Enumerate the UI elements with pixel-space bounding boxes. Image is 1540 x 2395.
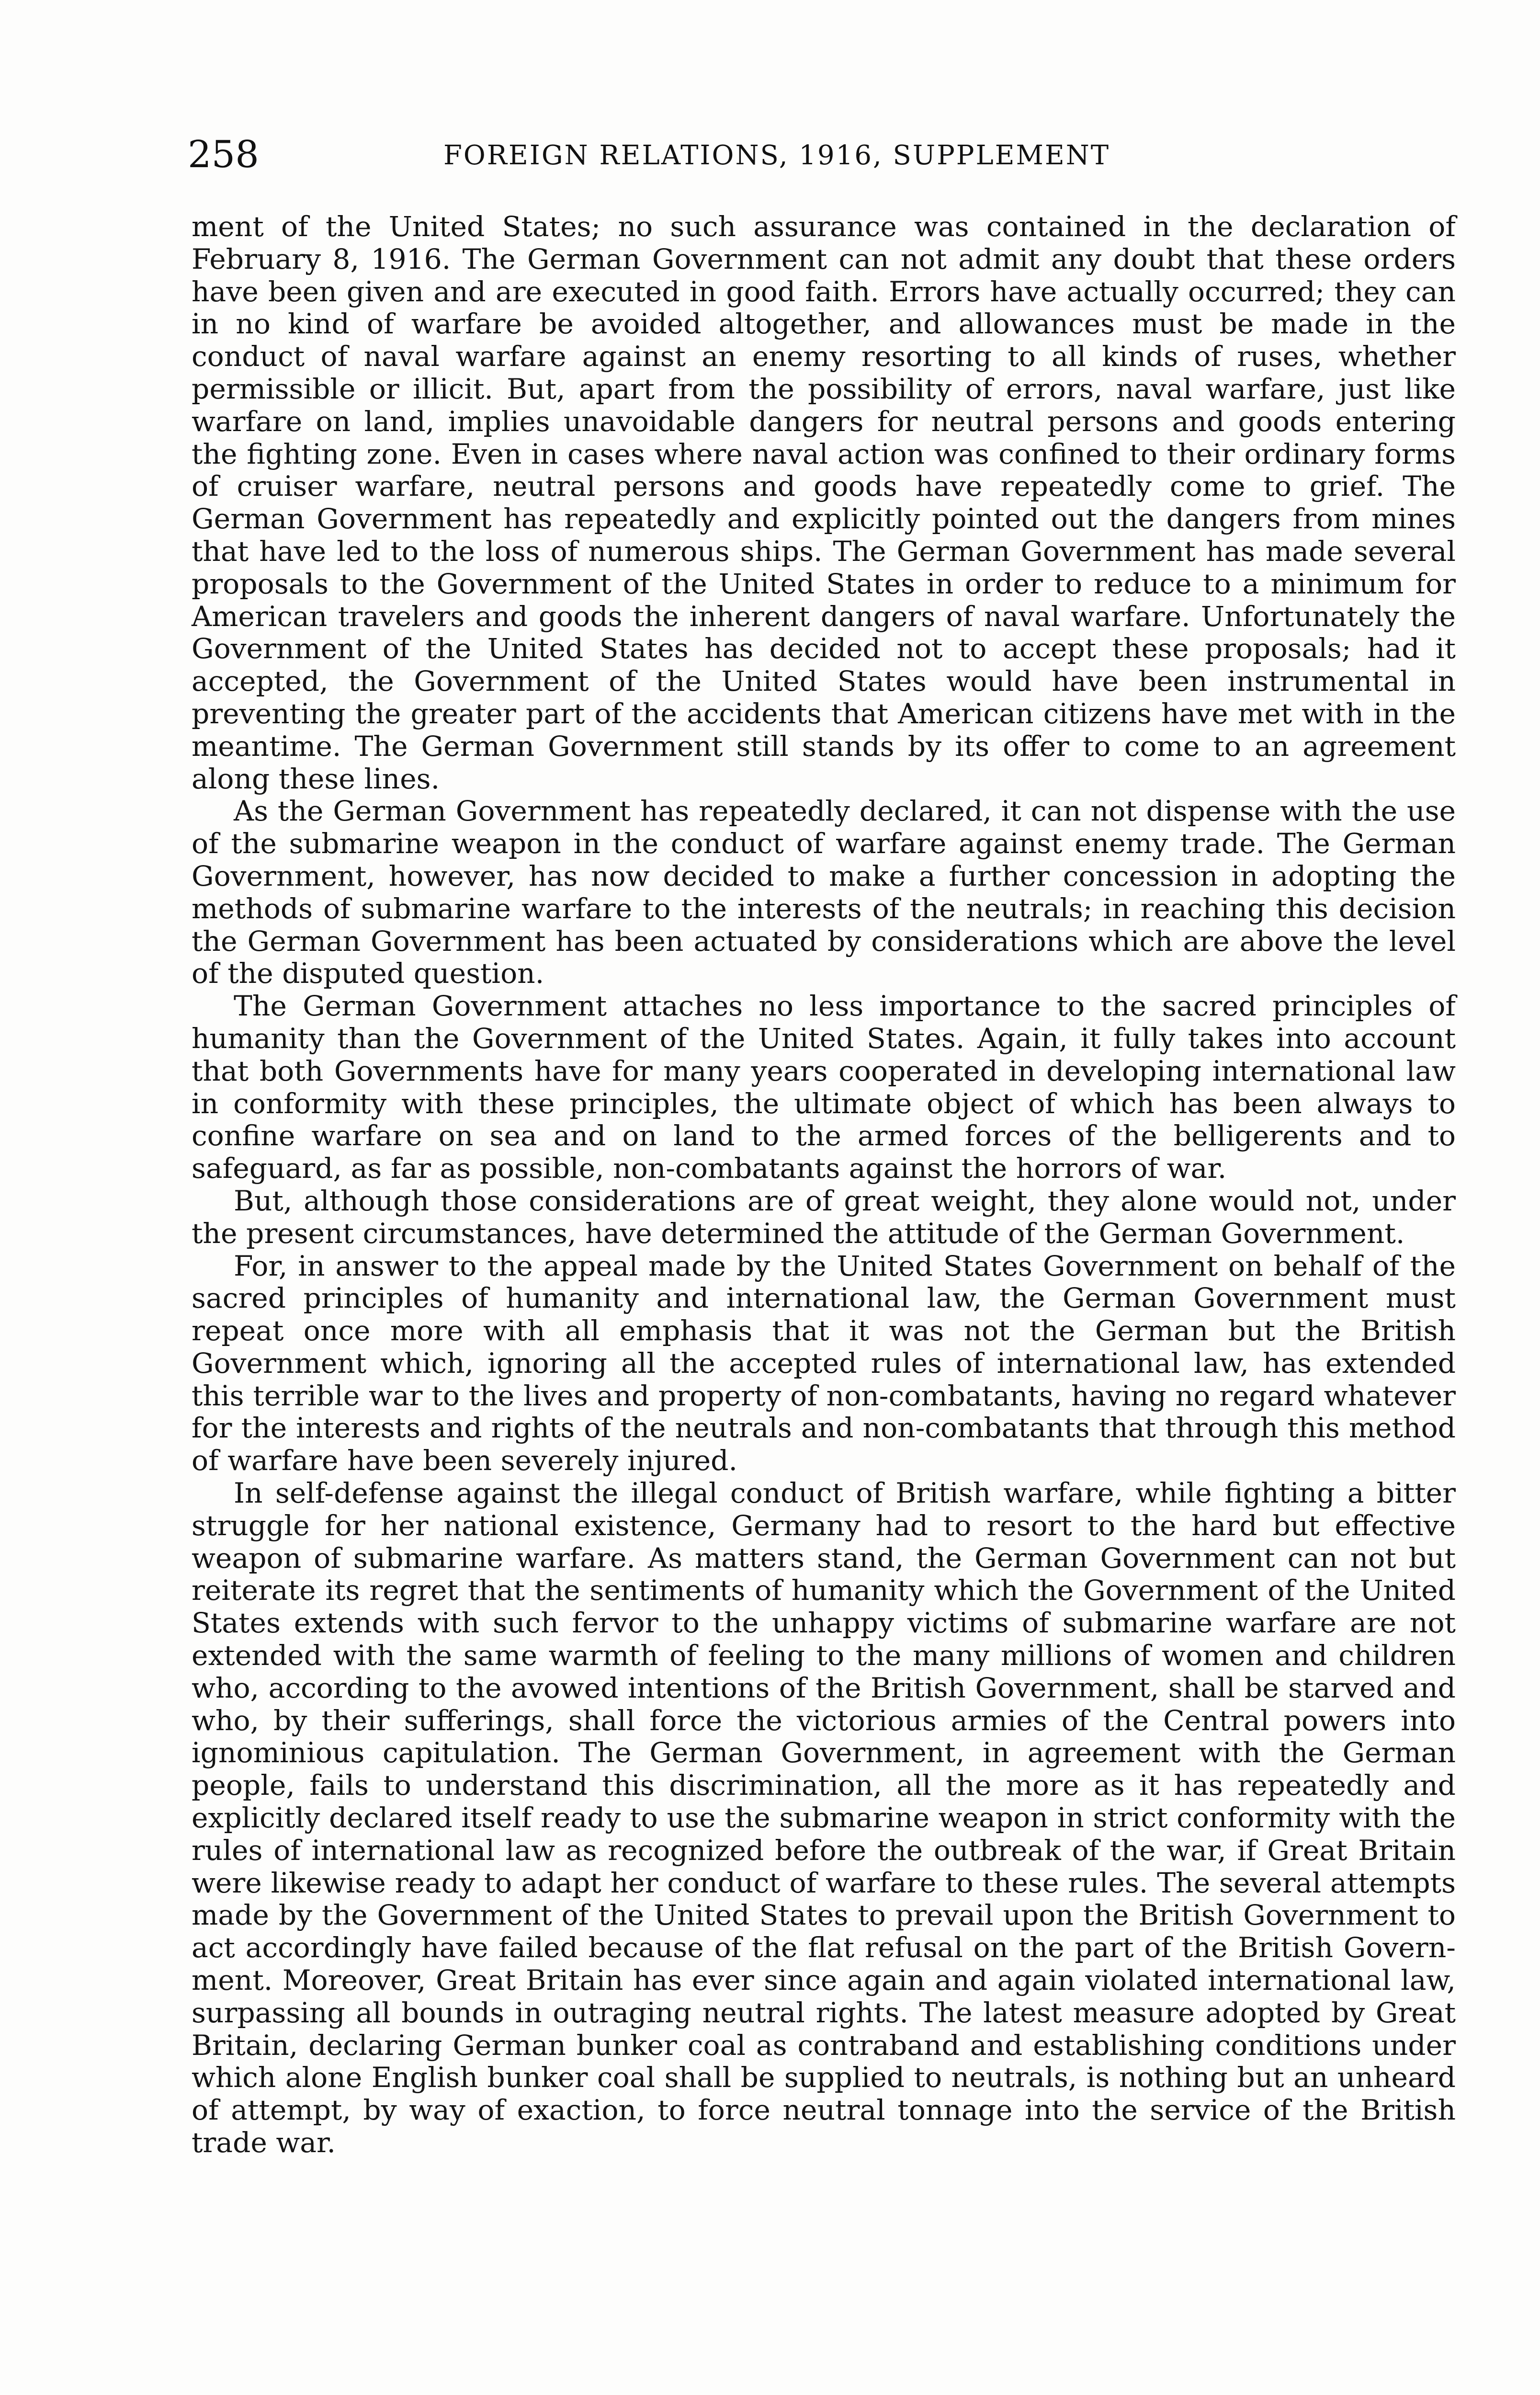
paragraph-5: For, in answer to the appeal made by the United States Government on behalf of the sacred principles of humanity and international law, the German Government must repeat once more with all emphasis that it was not the German but the British Government which, ignoring all the accepted rules of international law, has extended this terrible war to the lives and property of non-combatants, having no regard whatever for the interests and rights of the neutrals and non-combatants that through this method of warfare have been severely injured.	[192, 1249, 1456, 1477]
paragraph-4: But, although those considerations are of great weight, they alone would not, under the present circumstances, have determined the attitude of the German Government.	[192, 1184, 1456, 1250]
paragraph-1: ment of the United States; no such assurance was contained in the declaration of February 8, 1916. The German Government can not admit any doubt that these orders have been given and are executed in good faith. Errors have actually occurred; they can in no kind of warfare be avoided altogether, and allowances must be made in the conduct of naval warfare against an enemy resorting to all kinds of ruses, whether permissible or illicit. But, apart from the possibility of errors, naval warfare, just like warfare on land, implies unavoidable dangers for neutral persons and goods entering the fighting zone. Even in cases where naval action was confined to their ordinary forms of cruiser warfare, neutral persons and goods have repeatedly come to grief. The German Government has repeatedly and explicitly pointed out the dangers from mines that have led to the loss of numerous ships. The German Government has made several proposals to the Government of the United States in order to reduce to a minimum for American travelers and goods the inherent dangers of naval warfare. Unfortunately the Government of the United States has decided not to accept these proposals; had it accepted, the Government of the United States would have been instrumental in preventing the greater part of the accidents that American citizens have met with in the meantime. The German Government still stands by its offer to come to an agreement along these lines.	[192, 210, 1456, 795]
paragraph-3: The German Government attaches no less importance to the sacred principles of humanity than the Government of the United States. Again, it fully takes into account that both Governments have for many years cooperated in developing international law in conformity with these principles, the ultimate object of which has been always to confine warfare on sea and on land to the armed forces of the belligerents and to safeguard, as far as possible, non-combatants against the horrors of war.	[192, 990, 1456, 1185]
body-text	[192, 211, 1456, 2159]
paragraph-2: As the German Government has repeatedly declared, it can not dispense with the use of the submarine weapon in the conduct of warfare against enemy trade. The German Government, however, has now decided to make a further concession in adopting the methods of submarine warfare to the interests of the neutrals; in reaching this decision the German Government has been actuated by considerations which are above the level of the disputed question.	[192, 795, 1456, 990]
paragraph-6: In self-defense against the illegal conduct of British warfare, while fighting a bitter struggle for her national existence, Germany had to resort to the hard but effective weapon of submarine warfare. As matters stand, the German Government can not but reiterate its regret that the sentiments of humanity which the Government of the United States extends with such fervor to the unhappy victims of submarine warfare are not extended with the same warmth of feeling to the many millions of women and children who, according to the avowed intentions of the British Government, shall be starved and who, by their sufferings, shall force the victorious armies of the Central powers into ignominious capitulation. The German Government, in agreement with the German people, fails to understand this discrimination, all the more as it has repeatedly and explicitly declared itself ready to use the submarine weapon in strict conformity with the rules of international law as recognized before the outbreak of the war, if Great Britain were likewise ready to adapt her conduct of warfare to these rules. The several attempts made by the Government of the United States to prevail upon the British Government to act accordingly have failed because of the flat refusal on the part of the British Government. Moreover, Great Britain has ever since again and again violated international law, surpassing all bounds in outraging neutral rights. The latest measure adopted by Great Britain, declaring German bunker coal as contraband and establishing conditions under which alone English bunker coal shall be supplied to neutrals, is nothing but an unheard of attempt, by way of exaction, to force neutral tonnage into the service of the British trade war.	[192, 1477, 1456, 2159]
running-title: FOREIGN RELATIONS, 1916, SUPPLEMENT	[443, 140, 1110, 171]
page-number: 258	[188, 133, 259, 176]
running-header	[188, 128, 1193, 181]
